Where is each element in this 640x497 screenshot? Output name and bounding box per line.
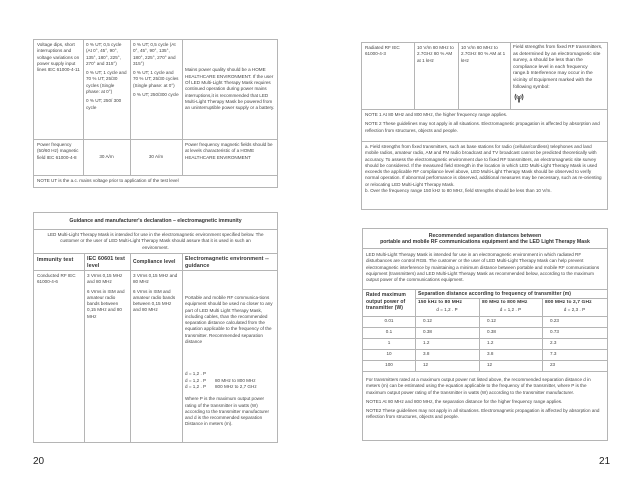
guidance-conducted-rf: Portable and mobile RF communica-tions equipment should be used no closer to any part of LED Multi Light Therapy Mask, including cables, than the recommended separation distance calculated from the equation applicable to the frequency of the transmitter. Recommended separation distance d = 1,2 . P d = 1,2 . P 80 MHz to 800 MHz d = 1,2 . P 800 MHz to 2,7 GHz Where P is the maximum output power rating of the transmitter in watts (W) according to the transmitter manufacturer and d is the recommended separation Distance in meters (m). xyxy=(185,295,273,427)
test-level-power-frequency: 30 A/m xyxy=(99,154,114,160)
table-title: Guidance and manufacturer's declaration – electromagnetic immunity xyxy=(69,218,242,224)
header-test-level: IEC 60601 test level xyxy=(87,256,125,269)
radio-transmitter-icon xyxy=(513,93,605,105)
test-level-conducted-rf: 3 Vrms 0,15 MHz and 80 MHz 6 Vrms in ISM and amateur radio bands between 0,15 MHz and 80 MHz xyxy=(87,273,125,319)
test-name-voltage-dips: Voltage dips, short interruptions and voltage variations on power supply input lines IEC 61000-4-11 xyxy=(37,42,80,73)
em-immunity-declaration-table xyxy=(33,212,278,443)
separation-distance-table: Recommended separation distances between portable and mobile RF communications equipment and the LED Light Therapy Mask LED Multi-Light Therapy Mask is intended for use in an electromagnetic environment in which radiated RF disturbances are control RGB. The customer or the user of LED Multi-Light Therapy Mask can help prevent electromagnetic interference by maintaining a minimum distance between portable and mobile RF communications equipment (transmitters) and LED Multi-Light Therapy Mask as recommended below, according to the maximum output power of the communications equipment. Rated maximum output power of transmitter (W) Separation distance according to frequency of transmitter (m) 150 kHz to 80 MHz d = 1,2 . P 80 MHz to 800 MHz d = 1,2 . P 800 MHz to 2,7 GHz d = 2,3 . P 0.01 0.12 0.12 0.23 0.1 0.38 0.38 0.73 1 1.2 1.2 2.3 10 3.8 3.8 7.3 100 12 12 23 For transmitters rated at a maximum output power not listed above, the recommended separation distance d in meters (m) can be estimated using the equation applicable to the frequency of the transmitter, where P is the maximum output power rating of the transmitter in watts (W) according to the transmitter manufacturer. NOTE1 At 80 MHz and 800 MHz, the separation distance for the higher frequency range applies. NOTE2 These guidelines may not apply in all situations. Electromagnetic propagation is affected by absorption and reflection from structures, objects and people. xyxy=(362,228,608,441)
header-em-guidance: Electromagnetic environment --guidance xyxy=(185,256,269,269)
page-number: 21 xyxy=(599,456,611,467)
table-title: Recommended separation distances between portable and mobile RF communications equipment and the LED Light Therapy Mask xyxy=(380,233,590,246)
table-note: NOTE UT is the a.c. mains voltage prior to application of the test level xyxy=(37,178,179,183)
compliance-radiated-rf: 10 V/m 80 MHz to 2.7GHz 80 % AM at 1 kHz xyxy=(461,45,506,63)
page-number: 20 xyxy=(33,456,45,467)
formula-2: d = 1,2 . P 80 MHz to 800 MHz xyxy=(185,377,256,383)
guidance-radiated-rf: Field strengths from fixed RF transmitters, as determined by an electromagnetic site survey, a should be less than the compliance level in each frequency range.b Interference may occur in the vicinity of Equipment marked with the following symbol: xyxy=(510,43,608,107)
compliance-conducted-rf: 3 Vrms 0,15 MHz and 80 MHz 6 Vrms in ISM and amateur radio bands between 0,15 MHz and 80 MHz xyxy=(133,273,178,313)
table-footer-notes: For transmitters rated at a maximum output power not listed above, the recommended separation distance d in meters (m) can be estimated using the equation applicable to the frequency of the transmitter, where P is the maximum output power rating of the transmitter in watts (W) according to the transmitter manufacturer. NOTE1 At 80 MHz and 800 MHz, the separation distance for the higher frequency range applies. NOTE2 These guidelines may not apply in all situations. Electromagnetic propagation is affected by absorption and reflection from structures, objects and people. xyxy=(366,377,600,420)
header-compliance-level: Compliance level xyxy=(133,259,176,265)
table-intro: LED Multi-Light Therapy Mask is intended for use in an electromagnetic environment in which radiated RF disturbances are control RGB. The customer or the user of LED Multi-Light Therapy Mask can help prevent electromagnetic interference by maintaining a minimum distance between portable and mobile RF communications equipment (transmitters) and LED Multi-Light Therapy Mask as recommended below, according to the maximum output power of the communications equipment. xyxy=(366,252,600,283)
test-level-voltage-dips: 0 % UT; 0,5 cycle (At 0°, 45°, 90°, 135°, 180°, 225°, 270° and 315°) 0 % UT; 1 cycle and 70 % UT; 25/30 cycles (Single phase: at 0°) 0 % UT; 250/ 300 cycle xyxy=(86,42,127,110)
test-name-power-frequency: Power frequency (50/60 Hz) magnetic field IEC 61000-4-8 xyxy=(37,142,79,160)
test-name-conducted-rf: Conducted RF IEC 61000-4-6 xyxy=(37,273,76,285)
compliance-voltage-dips: 0 % UT; 0,5 cycle (At 0°, 45°, 90°, 135°, 180°, 225°, 270° and 315°) 0 % UT; 1 cycle and 70 % UT; 25/30 cycles (Single phase: at 0°) 0 % UT; 250/300 cycle xyxy=(133,42,179,98)
guidance-voltage-dips: Mains power quality should be a HOME HEALTHCARE ENVIRONMENT. If the user Of LED Multi-Light Therapy Mask requires continued operation during power mains interruptions,it is recommended that LED Multi-Light Therapy Mask be powered from an uninterruptible power supply or a battery. xyxy=(185,67,275,111)
formula-1: d = 1,2 . P xyxy=(185,371,207,377)
guidance-power-frequency: Power frequency magnetic fields should be at levels characteristic of a HOME HEALTHCARE ENVIRONMENT xyxy=(185,142,273,160)
header-rated-power: Rated maximum output power of transmitter (W) xyxy=(366,292,406,311)
test-level-radiated-rf: 10 V/m 80 MHz to 2.7GHz 80 % AM at 1 kHz xyxy=(417,45,454,63)
header-freq-150khz-80mhz: 150 kHz to 80 MHz d = 1,2 . P xyxy=(418,300,463,312)
compliance-power-frequency: 30 A/m xyxy=(148,154,164,160)
header-immunity-test: Immunity test xyxy=(37,257,74,263)
test-name-radiated-rf: Radiated RF IEC 61000-4-3 xyxy=(365,45,400,57)
table-intro: LED Multi-Light Therapy Mask is intended for use in the electromagnetic environment specified below. The customer or the user of LED Multi-Light Therapy Mask should assure that it is used in such an environment. xyxy=(47,232,264,250)
footnotes: a. Field strengths from fixed transmitters, such as base stations for radio (cellular/cordless) telephones and land mobile radios, amateur radio, AM and FM radio broadcast and TV broadcast cannot be predicted theoretically with accuracy. To assess the electromagnetic environment due to fixed RF transmitters, an electromagnetic site survey should be considered. If the measured field strength in the location in which LED Multi-Light Therapy Mask is used exceeds the applicable RF compliance level above, LED Multi-Light Therapy Mask should be observed to verify normal operation. If abnormal performance is observed, additional measures may be necessary, such as re-orienting or relocating LED Multi-Light Therapy Mask. b. Over the frequency range 150 kHz to 80 MHz, field strengths should be less than 10 V/m. xyxy=(365,144,602,194)
immunity-table-continued xyxy=(33,39,278,188)
header-separation-distance: Separation distance according to frequency of transmitter (m) xyxy=(418,291,572,297)
formula-3: d = 1,2 . P 800 MHz to 2,7 GHz xyxy=(185,383,257,389)
header-freq-80mhz-800mhz: 80 MHz to 800 MHz d = 1,2 . P xyxy=(482,300,528,312)
radiated-rf-table xyxy=(361,42,608,210)
header-freq-800mhz-27ghz: 800 MHz to 2,7 GHz d = 2,3 . P xyxy=(545,300,592,312)
notes: NOTE 1 At 80 MHz and 800 MHz, the higher frequency range applies. NOTE 2 These guidelines may not apply in all situations. Electromagnetic propagation is affected by absorption and reflection from structures, objects and people. xyxy=(365,112,600,133)
right-page xyxy=(320,0,640,497)
